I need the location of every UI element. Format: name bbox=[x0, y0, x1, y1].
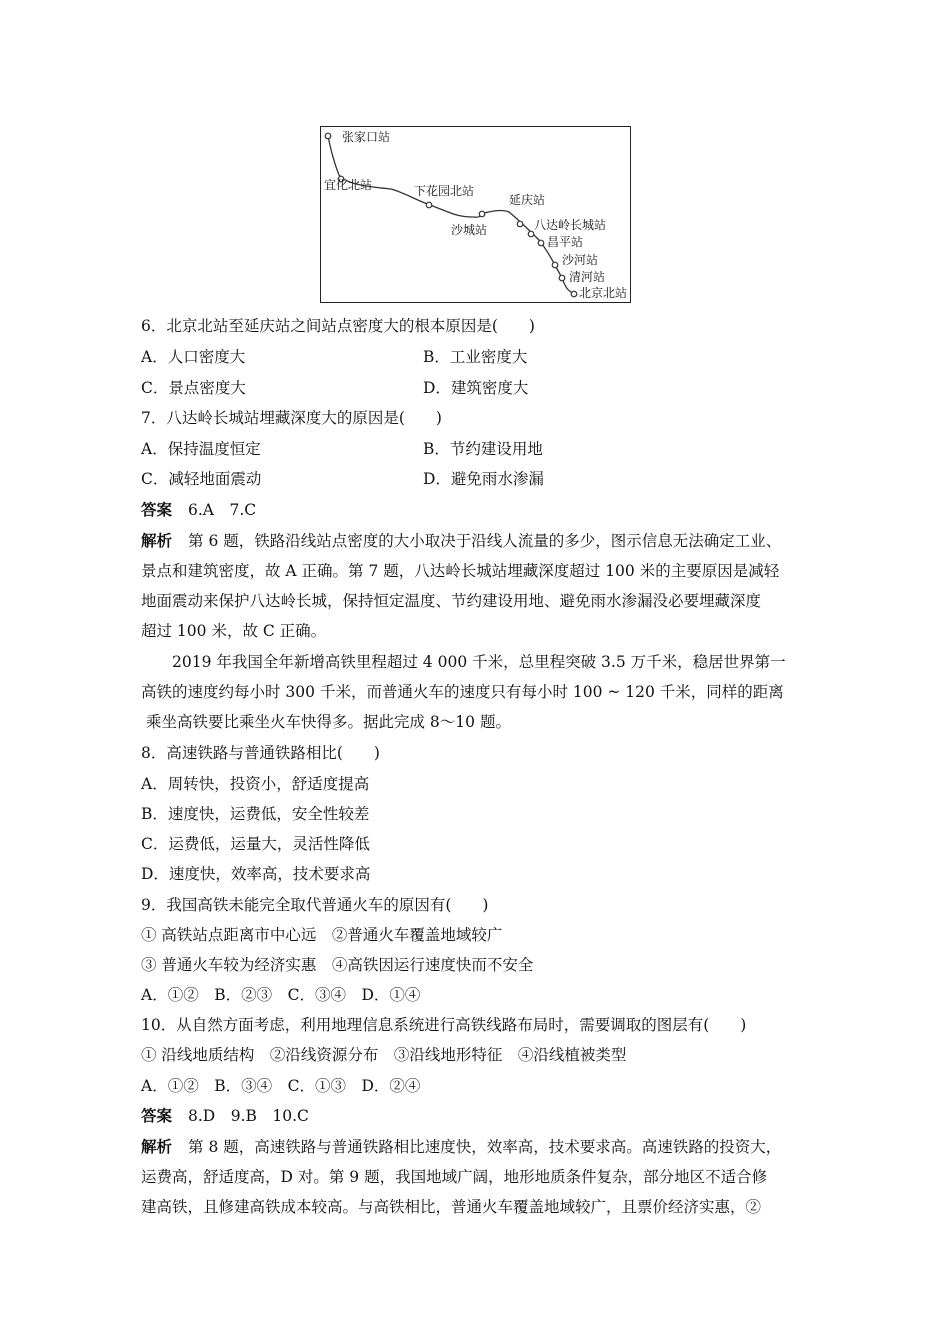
analysis-2-line-2: 运费高，舒适度高，D 对。第 9 题，我国地域广阔，地形地质条件复杂，部分地区不适合修 bbox=[141, 1168, 768, 1186]
station-dot-yanqing bbox=[517, 221, 523, 227]
answer-text: 8.D 9.B 10.C bbox=[188, 1107, 309, 1125]
analysis-1-line-2: 景点和建筑密度，故 A 正确。第 7 题，八达岭长城站埋藏深度超过 100 米的主要原因是减轻 bbox=[141, 562, 780, 580]
analysis-1-line-4: 超过 100 米，故 C 正确。 bbox=[141, 622, 327, 640]
answer-1 bbox=[141, 500, 256, 520]
q8-option-a: A．周转快，投资小，舒适度提高 bbox=[141, 775, 370, 793]
q6-option-d: D．建筑密度大 bbox=[423, 379, 529, 397]
q8-option-b: B．速度快，运费低，安全性较差 bbox=[141, 805, 370, 823]
station-dot-xiahuayuanbei bbox=[426, 202, 432, 208]
q9-items-2: ③ 普通火车较为经济实惠 ④高铁因运行速度快而不安全 bbox=[141, 956, 534, 974]
analysis-1-line-3: 地面震动来保护八达岭长城，保持恒定温度、节约建设用地、避免雨水渗漏没必要埋藏深度 bbox=[141, 592, 762, 610]
q7-option-c: C．减轻地面震动 bbox=[141, 470, 262, 488]
analysis-label: 解析 bbox=[141, 1137, 173, 1156]
question-6-stem: 6．北京北站至延庆站之间站点密度大的根本原因是( ) bbox=[141, 317, 535, 335]
q9-items-1: ① 高铁站点距离市中心远 ②普通火车覆盖地域较广 bbox=[141, 926, 503, 944]
analysis-1-line-1: 解析 第 6 题，铁路沿线站点密度的大小取决于沿线人流量的多少，图示信息无法确定工业、 bbox=[141, 531, 782, 550]
station-label: 八达岭长城站 bbox=[534, 218, 607, 232]
passage-line-1: 2019 年我国全年新增高铁里程超过 4 000 千米，总里程突破 3.5 万千米，稳居世界第一 bbox=[172, 653, 786, 671]
station-label: 延庆站 bbox=[509, 193, 546, 207]
station-label: 宜化北站 bbox=[324, 178, 373, 192]
q8-option-d: D．速度快，效率高，技术要求高 bbox=[141, 865, 371, 883]
q9-options: A．①② B．②③ C．③④ D．①④ bbox=[141, 986, 421, 1004]
station-label: 沙河站 bbox=[562, 253, 599, 267]
question-8-stem: 8．高速铁路与普通铁路相比( ) bbox=[141, 744, 380, 762]
answer-label: 答案 bbox=[141, 500, 173, 519]
analysis-2-line-1: 解析 第 8 题，高速铁路与普通铁路相比速度快，效率高，技术要求高。高速铁路的投资大， bbox=[141, 1137, 782, 1156]
analysis-label: 解析 bbox=[141, 531, 173, 550]
q6-option-c: C．景点密度大 bbox=[141, 379, 246, 397]
station-label: 清河站 bbox=[569, 270, 606, 284]
station-dot-qinghe bbox=[559, 275, 565, 281]
q6-option-b: B．工业密度大 bbox=[423, 348, 528, 366]
q6-option-a: A．人口密度大 bbox=[141, 348, 246, 366]
q10-options: A．①② B．③④ C．①③ D．②④ bbox=[141, 1077, 421, 1095]
station-dot-shacheng bbox=[479, 211, 485, 217]
station-label: 张家口站 bbox=[342, 130, 391, 144]
passage-line-3: 乘坐高铁要比乘坐火车快得多。据此完成 8～10 题。 bbox=[146, 713, 511, 731]
question-7-stem: 7．八达岭长城站埋藏深度大的原因是( ) bbox=[141, 409, 442, 427]
station-dot-shahe bbox=[552, 262, 558, 268]
station-label: 下花园北站 bbox=[414, 184, 475, 198]
station-dot-badaling bbox=[528, 231, 534, 237]
answer-2 bbox=[141, 1106, 309, 1126]
answer-text: 6.A 7.C bbox=[188, 501, 257, 519]
question-10-stem: 10．从自然方面考虑，利用地理信息系统进行高铁线路布局时，需要调取的图层有( ) bbox=[141, 1016, 747, 1034]
q7-option-d: D．避免雨水渗漏 bbox=[423, 470, 544, 488]
station-dot-zhangjiakou bbox=[325, 133, 331, 139]
passage-line-2: 高铁的速度约每小时 300 千米，而普通火车的速度只有每小时 100 ~ 120 千米，同样的距离 bbox=[141, 683, 784, 701]
railway-map bbox=[320, 126, 631, 303]
q7-option-a: A．保持温度恒定 bbox=[141, 440, 261, 458]
q8-option-c: C．运费低，运量大，灵活性降低 bbox=[141, 835, 370, 853]
answer-label: 答案 bbox=[141, 1106, 173, 1125]
station-dot-beijingbei bbox=[571, 291, 577, 297]
station-label: 沙城站 bbox=[451, 223, 488, 237]
q7-option-b: B．节约建设用地 bbox=[423, 440, 543, 458]
station-label: 北京北站 bbox=[579, 286, 628, 300]
station-label: 昌平站 bbox=[547, 235, 584, 249]
q10-items: ① 沿线地质结构 ②沿线资源分布 ③沿线地形特征 ④沿线植被类型 bbox=[141, 1046, 627, 1064]
station-dot-changping bbox=[538, 240, 544, 246]
analysis-2-line-3: 建高铁，且修建高铁成本较高。与高铁相比，普通火车覆盖地域较广，且票价经济实惠，② bbox=[141, 1198, 762, 1216]
question-9-stem: 9．我国高铁未能完全取代普通火车的原因有( ) bbox=[141, 896, 489, 914]
